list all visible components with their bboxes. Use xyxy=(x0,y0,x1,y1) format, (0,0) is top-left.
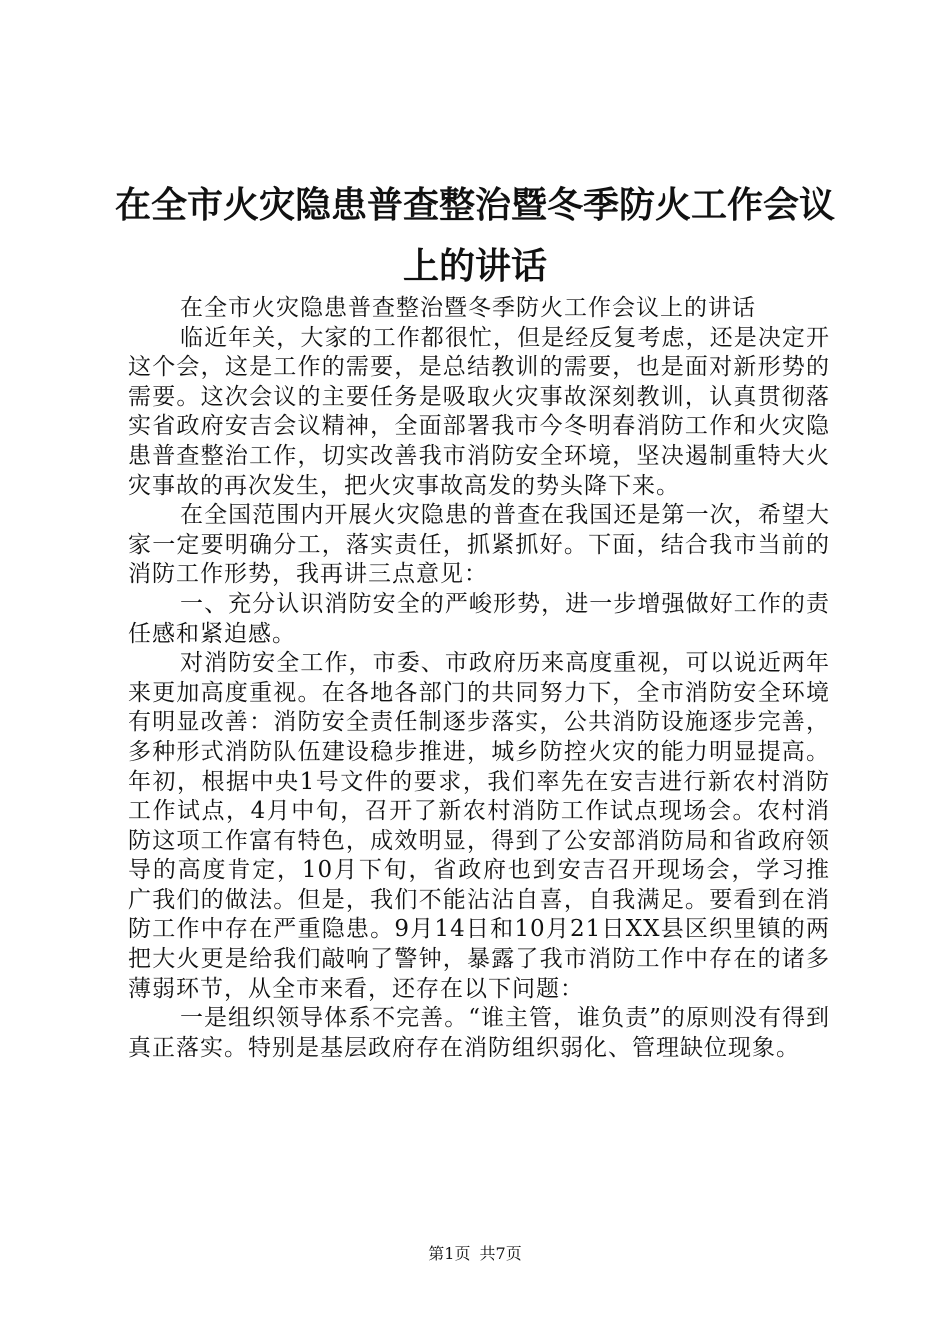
document-body xyxy=(128,294,830,1063)
page-total: 共7页 xyxy=(479,1244,522,1263)
paragraph-intro: 临近年关，大家的工作都很忙，但是经反复考虑，还是决定开这个会，这是工作的需要，是总结教训的需要，也是面对新形势的需要。这次会议的主要任务是吸取火灾事故深刻教训，认真贯彻落实省政府安吉会议精神，全面部署我市今冬明春消防工作和火灾隐患普查整治工作，切实改善我市消防安全环境，坚决遏制重特大火灾事故的再次发生，把火灾事故高发的势头降下来。 xyxy=(128,324,830,499)
paragraph-heading-repeat: 在全市火灾隐患普查整治暨冬季防火工作会议上的讲话 xyxy=(180,295,756,321)
paragraph-problem-one: 一是组织领导体系不完善。“谁主管，谁负责”的原则没有得到真正落实。特别是基层政府存在消防组织弱化、管理缺位现象。 xyxy=(128,1005,830,1061)
page-footer xyxy=(0,1244,950,1264)
document-title-line-2: 上的讲话 xyxy=(402,246,547,287)
paragraph-survey: 在全国范围内开展火灾隐患的普查在我国还是第一次，希望大家一定要明确分工，落实责任，抓紧抓好。下面，结合我市当前的消防工作形势，我再讲三点意见： xyxy=(128,502,830,588)
paragraph-situation: 对消防安全工作，市委、市政府历来高度重视，可以说近两年来更加高度重视。在各地各部门的共同努力下，全市消防安全环境有明显改善：消防安全责任制逐步落实，公共消防设施逐步完善，多种形式消防队伍建设稳步推进，城乡防控火灾的能力明显提高。年初，根据中央1号文件的要求，我们率先在安吉进行新农村消防工作试点，4月中旬，召开了新农村消防工作试点现场会。农村消防这项工作富有特色，成效明显，得到了公安部消防局和省政府领导的高度肯定，10月下旬，省政府也到安吉召开现场会，学习推广我们的做法。但是，我们不能沾沾自喜，自我满足。要看到在消防工作中存在严重隐患。9月14日和10月21日XX县区织里镇的两把大火更是给我们敲响了警钟，暴露了我市消防工作中存在的诸多薄弱环节，从全市来看，还存在以下问题： xyxy=(128,650,830,1002)
page-number: 第1页 xyxy=(428,1244,471,1263)
paragraph-section-one: 一、充分认识消防安全的严峻形势，进一步增强做好工作的责任感和紧迫感。 xyxy=(128,590,830,647)
document-title-line-1: 在全市火灾隐患普查整治暨冬季防火工作会议 xyxy=(114,185,835,226)
